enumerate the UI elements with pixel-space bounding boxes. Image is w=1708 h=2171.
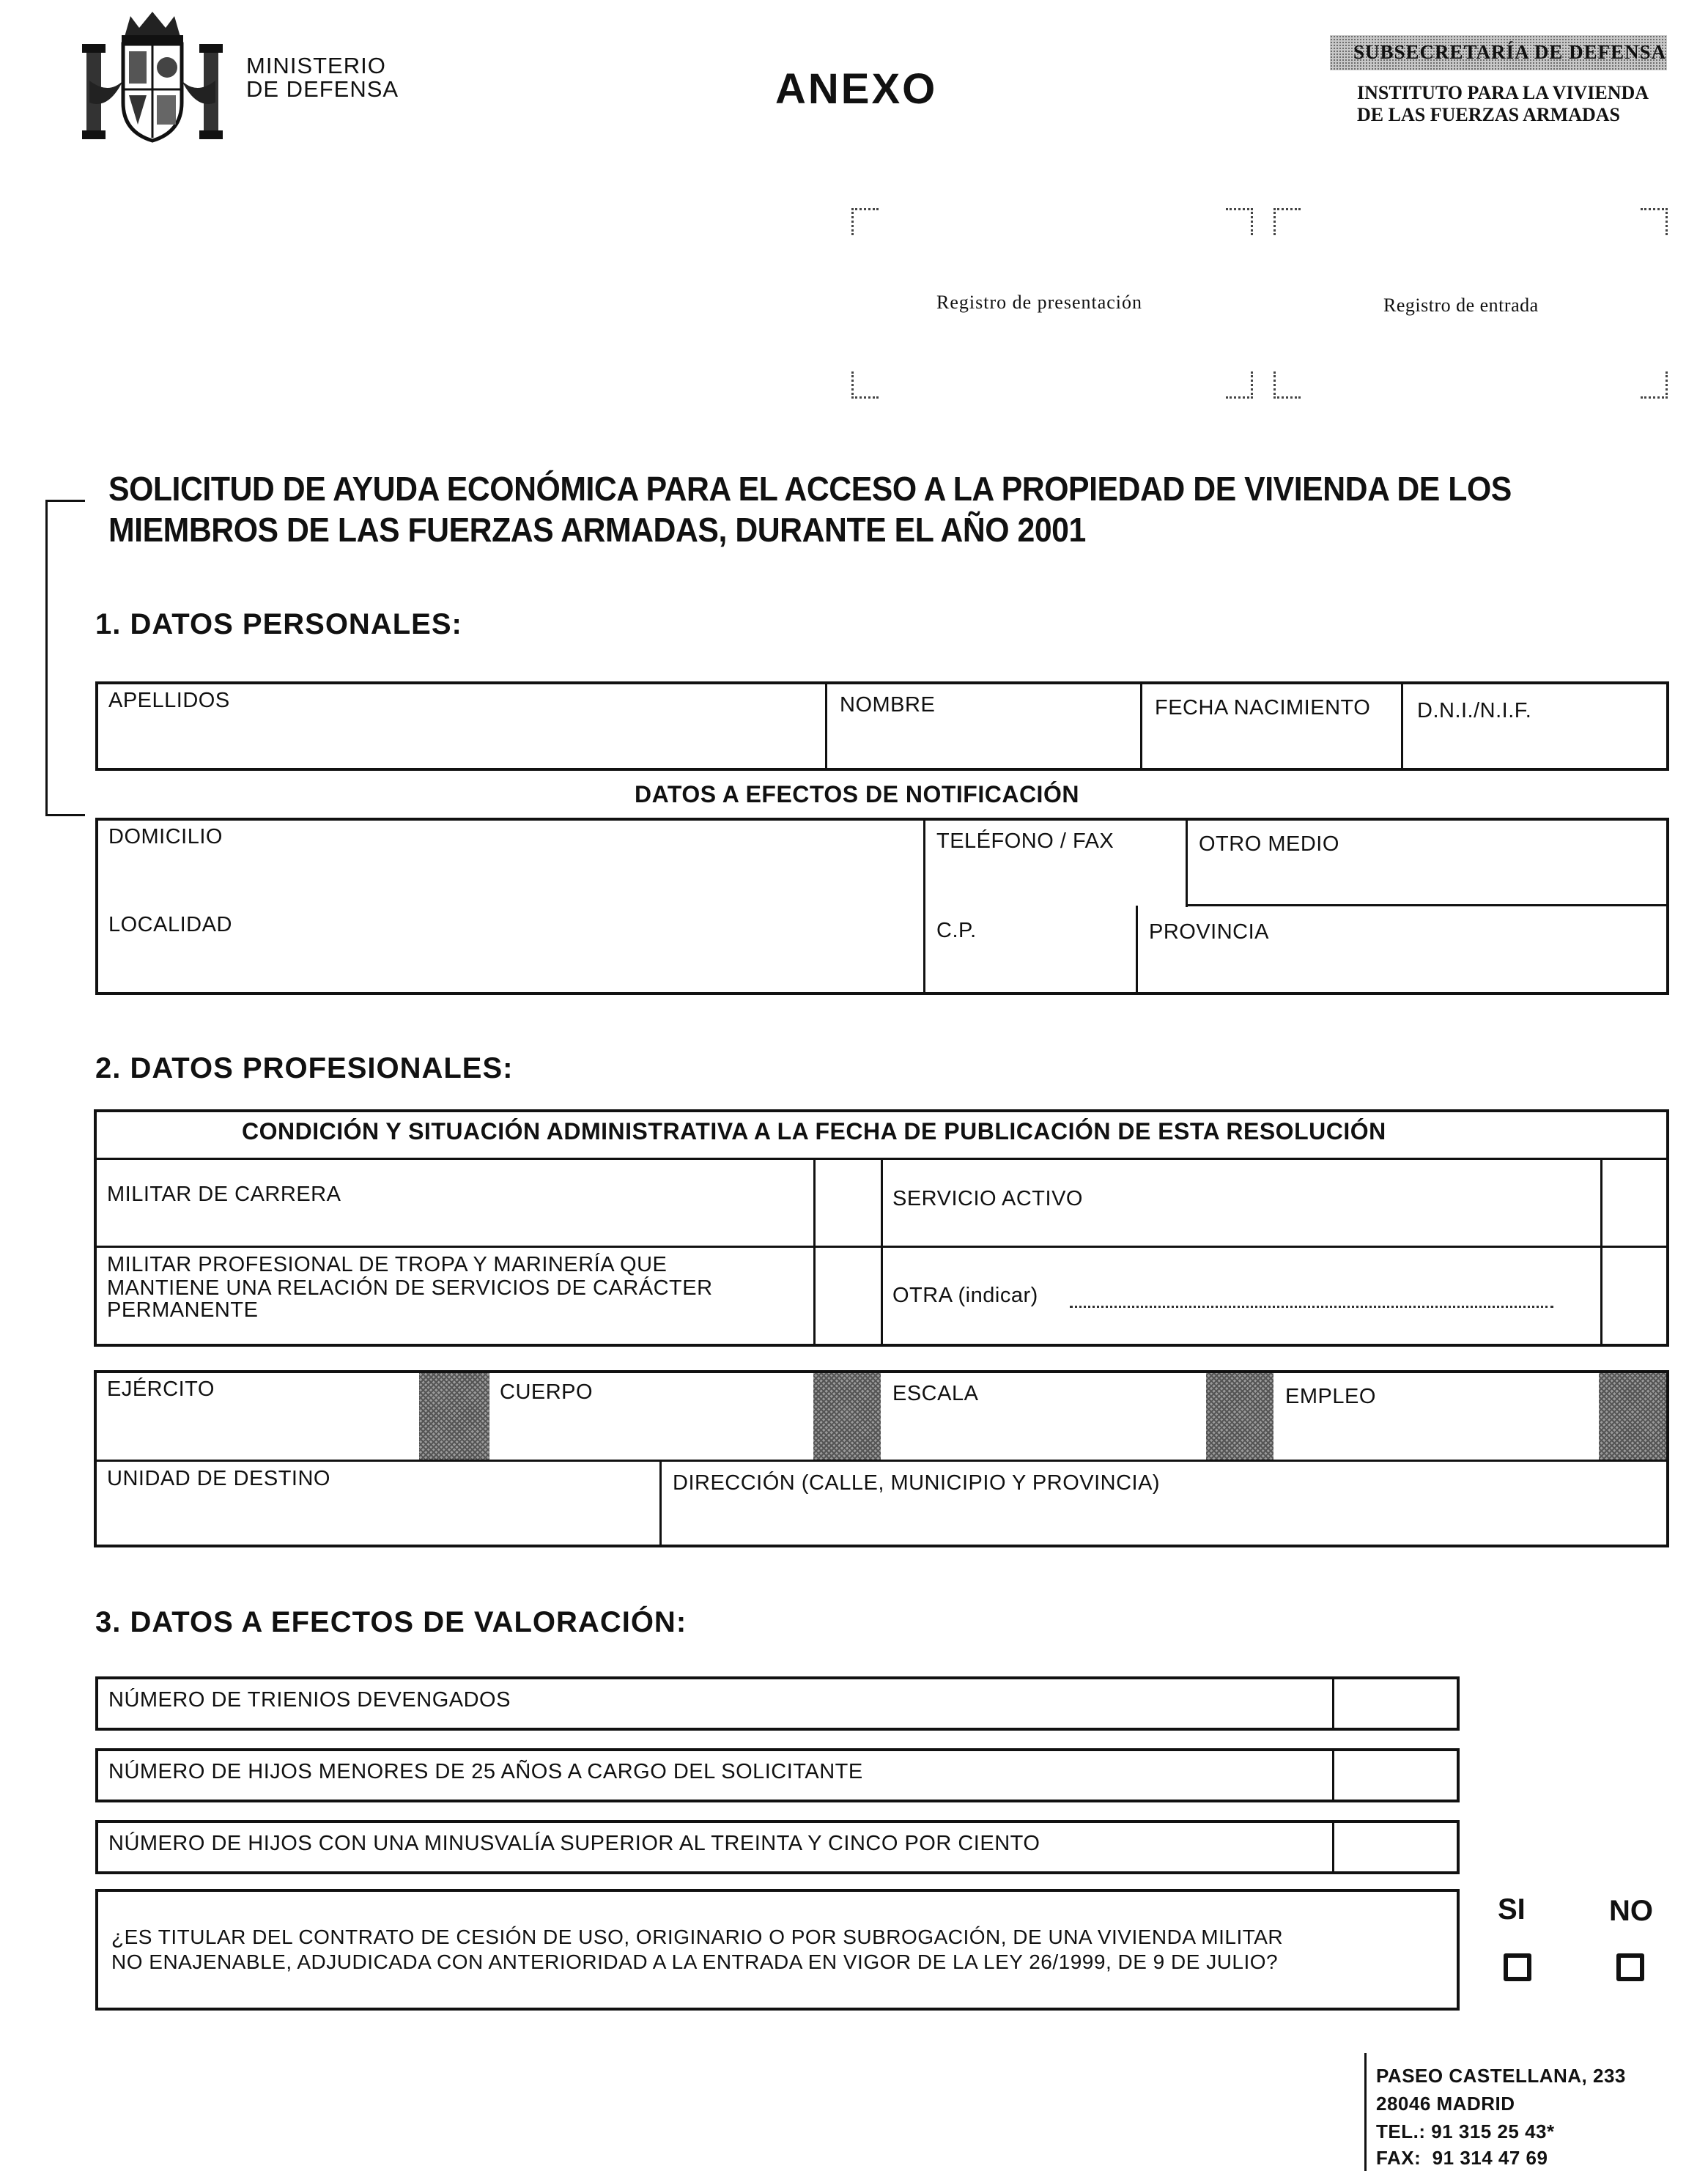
si-checkbox[interactable] bbox=[1504, 1953, 1531, 1981]
section2-heading: 2. DATOS PROFESIONALES: bbox=[95, 1052, 514, 1084]
divider bbox=[1136, 906, 1138, 995]
form-title-line2: MIEMBROS DE LAS FUERZAS ARMADAS, DURANTE EL AÑO 2001 bbox=[108, 511, 1086, 549]
militar-profesional-label-2: MANTIENE UNA RELACIÓN DE SERVICIOS DE CARÁCTER bbox=[107, 1276, 713, 1300]
ministry-line2: DE DEFENSA bbox=[246, 76, 399, 102]
ministry-line1: MINISTERIO bbox=[246, 53, 386, 78]
divider bbox=[881, 1158, 883, 1347]
otra-checkbox[interactable] bbox=[1603, 1249, 1666, 1344]
ejercito-field[interactable]: EJÉRCITO bbox=[107, 1377, 215, 1401]
localidad-field[interactable]: LOCALIDAD bbox=[108, 913, 232, 936]
hijos-menores-input[interactable] bbox=[1335, 1751, 1457, 1800]
otra-indicar-input[interactable] bbox=[1070, 1301, 1553, 1308]
divider bbox=[1401, 681, 1403, 771]
militar-profesional-label-1: MILITAR PROFESIONAL DE TROPA Y MARINERÍA QUE bbox=[107, 1253, 668, 1276]
empleo-field[interactable]: EMPLEO bbox=[1285, 1385, 1376, 1408]
corner-mark bbox=[851, 208, 879, 235]
corner-mark bbox=[851, 371, 879, 399]
otro-medio-field[interactable]: OTRO MEDIO bbox=[1199, 832, 1339, 856]
notification-table bbox=[95, 818, 1669, 995]
divider bbox=[1186, 818, 1188, 907]
subsecretaria-banner bbox=[1330, 35, 1667, 70]
hatched-cell bbox=[1599, 1373, 1666, 1460]
dni-field[interactable]: D.N.I./N.I.F. bbox=[1417, 699, 1532, 722]
direccion-field[interactable]: DIRECCIÓN (CALLE, MUNICIPIO Y PROVINCIA) bbox=[673, 1471, 1161, 1495]
footer-address2: 28046 MADRID bbox=[1376, 2093, 1515, 2115]
divider bbox=[1332, 1748, 1334, 1802]
divider bbox=[94, 1460, 1669, 1462]
militar-carrera-checkbox[interactable] bbox=[816, 1161, 879, 1244]
corner-mark bbox=[1226, 208, 1253, 235]
section1-heading: 1. DATOS PERSONALES: bbox=[95, 608, 462, 640]
divider bbox=[1600, 1158, 1602, 1347]
registry-presentation-label: Registro de presentación bbox=[936, 292, 1143, 313]
annex-title: ANEXO bbox=[775, 65, 938, 113]
institute-line2: DE LAS FUERZAS ARMADAS bbox=[1357, 104, 1620, 125]
vivienda-question-line1: ¿ES TITULAR DEL CONTRATO DE CESIÓN DE USO, ORIGINARIO O POR SUBROGACIÓN, DE UNA VIVIENDA MILITAR bbox=[111, 1926, 1284, 1948]
si-label: SI bbox=[1498, 1893, 1526, 1926]
corner-mark bbox=[1273, 371, 1301, 399]
hatched-cell bbox=[1206, 1373, 1273, 1460]
footer-fax: FAX: 91 314 47 69 bbox=[1376, 2147, 1548, 2169]
footer-divider bbox=[1364, 2053, 1367, 2171]
provincia-field[interactable]: PROVINCIA bbox=[1149, 920, 1270, 944]
trienios-input[interactable] bbox=[1335, 1679, 1457, 1728]
hijos-minusvalia-input[interactable] bbox=[1335, 1823, 1457, 1871]
subsecretaria-label: SUBSECRETARÍA DE DEFENSA bbox=[1353, 41, 1667, 63]
cuerpo-field[interactable]: CUERPO bbox=[500, 1380, 594, 1404]
corner-mark bbox=[1273, 208, 1301, 235]
corner-mark bbox=[1641, 208, 1668, 235]
title-bracket bbox=[45, 500, 85, 816]
notificacion-heading: DATOS A EFECTOS DE NOTIFICACIÓN bbox=[635, 781, 1079, 807]
vivienda-question-line2: NO ENAJENABLE, ADJUDICADA CON ANTERIORIDAD A LA ENTRADA EN VIGOR DE LA LEY 26/1999, DE 9 DE JULIO? bbox=[111, 1950, 1279, 1973]
divider bbox=[1332, 1676, 1334, 1731]
militar-carrera-label: MILITAR DE CARRERA bbox=[107, 1183, 341, 1206]
no-checkbox[interactable] bbox=[1616, 1953, 1644, 1981]
divider bbox=[923, 818, 925, 995]
hijos-menores-label: NÚMERO DE HIJOS MENORES DE 25 AÑOS A CARGO DEL SOLICITANTE bbox=[108, 1760, 863, 1783]
hijos-minusvalia-label: NÚMERO DE HIJOS CON UNA MINUSVALÍA SUPERIOR AL TREINTA Y CINCO POR CIENTO bbox=[108, 1832, 1040, 1855]
escala-field[interactable]: ESCALA bbox=[892, 1382, 979, 1405]
fecha-nacimiento-field[interactable]: FECHA NACIMIENTO bbox=[1155, 696, 1371, 720]
vivienda-question-box bbox=[95, 1889, 1460, 2011]
ministry-logo bbox=[79, 7, 226, 147]
divider bbox=[659, 1461, 662, 1547]
divider bbox=[813, 1158, 816, 1347]
servicio-activo-checkbox[interactable] bbox=[1603, 1161, 1666, 1244]
footer-address1: PASEO CASTELLANA, 233 bbox=[1376, 2065, 1626, 2087]
corner-mark bbox=[1641, 371, 1668, 399]
status-table-heading: CONDICIÓN Y SITUACIÓN ADMINISTRATIVA A LA FECHA DE PUBLICACIÓN DE ESTA RESOLUCIÓN bbox=[242, 1118, 1386, 1144]
telefono-field[interactable]: TELÉFONO / FAX bbox=[936, 829, 1114, 853]
domicilio-field[interactable]: DOMICILIO bbox=[108, 825, 223, 848]
hatched-cell bbox=[419, 1373, 489, 1460]
cp-field[interactable]: C.P. bbox=[936, 919, 977, 942]
trienios-label: NÚMERO DE TRIENIOS DEVENGADOS bbox=[108, 1688, 511, 1712]
registry-entry-label: Registro de entrada bbox=[1383, 295, 1539, 316]
institute-line1: INSTITUTO PARA LA VIVIENDA bbox=[1357, 82, 1649, 103]
militar-profesional-checkbox[interactable] bbox=[816, 1249, 879, 1344]
divider bbox=[1186, 904, 1669, 906]
hatched-cell bbox=[813, 1373, 881, 1460]
footer-tel: TEL.: 91 315 25 43* bbox=[1376, 2120, 1555, 2142]
no-label: NO bbox=[1609, 1895, 1653, 1927]
corner-mark bbox=[1226, 371, 1253, 399]
form-title-line1: SOLICITUD DE AYUDA ECONÓMICA PARA EL ACCESO A LA PROPIEDAD DE VIVIENDA DE LOS bbox=[108, 470, 1512, 508]
apellidos-field[interactable]: APELLIDOS bbox=[108, 689, 230, 712]
nombre-field[interactable]: NOMBRE bbox=[840, 693, 936, 717]
unidad-destino-field[interactable]: UNIDAD DE DESTINO bbox=[107, 1467, 330, 1490]
divider bbox=[1140, 681, 1142, 771]
coat-of-arms-icon bbox=[79, 7, 226, 147]
otra-label: OTRA (indicar) bbox=[892, 1284, 1038, 1307]
military-unit-table bbox=[94, 1370, 1669, 1547]
divider bbox=[1332, 1820, 1334, 1874]
section3-heading: 3. DATOS A EFECTOS DE VALORACIÓN: bbox=[95, 1606, 687, 1638]
militar-profesional-label-3: PERMANENTE bbox=[107, 1298, 259, 1322]
servicio-activo-label: SERVICIO ACTIVO bbox=[892, 1187, 1083, 1210]
divider bbox=[825, 681, 827, 771]
